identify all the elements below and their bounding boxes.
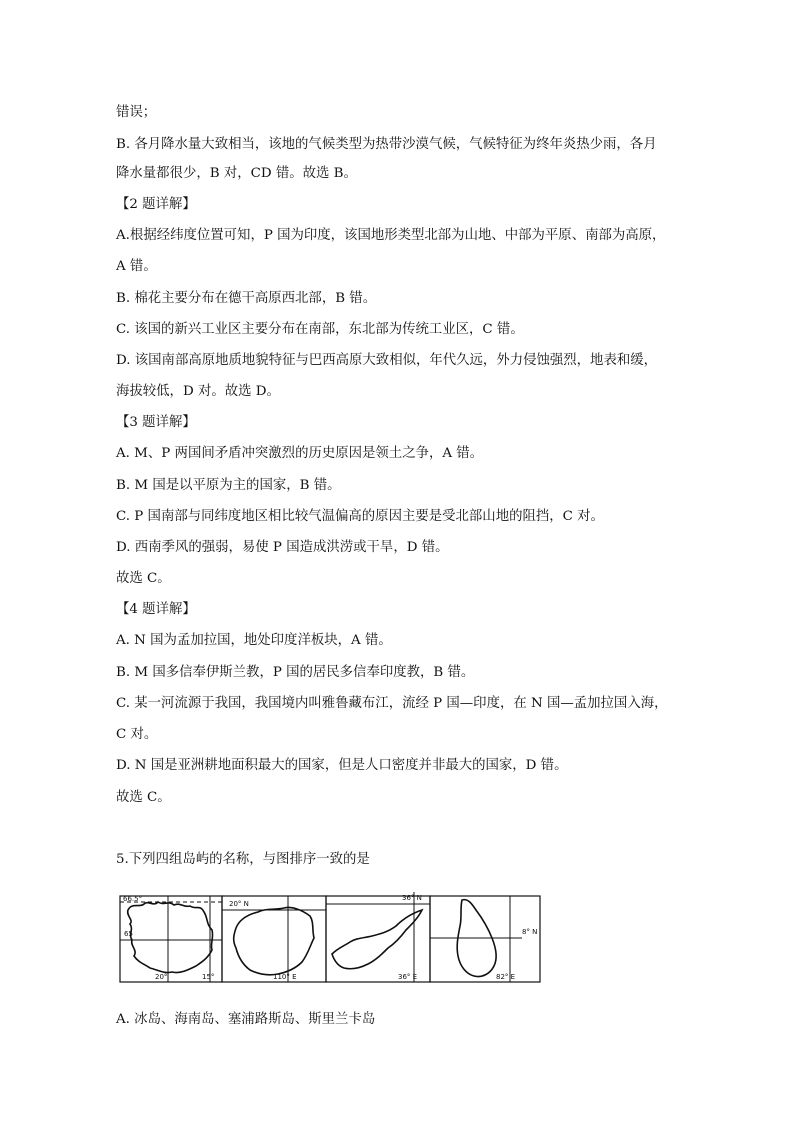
map-panel-iceland [120, 895, 222, 982]
section-heading: 【2 题详解】 [116, 197, 196, 212]
text-line: 故选 C。 [116, 790, 171, 805]
label-36E: 36° E [398, 973, 418, 981]
label-8N: 8° N [522, 928, 538, 936]
text-line: 海拔较低，D 对。故选 D。 [116, 384, 280, 399]
label-36N: 36° N [402, 894, 422, 902]
text-line: D. 西南季风的强弱，易使 P 国造成洪涝或干旱，D 错。 [116, 540, 449, 555]
section-heading: 【4 题详解】 [116, 602, 196, 617]
answer-option-a: A. 冰岛、海南岛、塞浦路斯岛、斯里兰卡岛 [116, 1012, 376, 1027]
text-line: A.根据经纬度位置可知，P 国为印度，该国地形类型北部为山地、中部为平原、南部为高原， [116, 228, 666, 243]
text-line: D. N 国是亚洲耕地面积最大的国家，但是人口密度并非最大的国家，D 错。 [116, 758, 568, 773]
map-panel-hainan [222, 896, 326, 982]
text-line: 错误； [116, 105, 157, 120]
text-line: A. N 国为孟加拉国，地处印度洋板块，A 错。 [116, 633, 392, 648]
label-15: 15° [202, 973, 215, 981]
label-65: 65 [124, 930, 133, 938]
question-stem: 5.下列四组岛屿的名称，与图排序一致的是 [116, 852, 370, 867]
text-line: A. M、P 两国间矛盾冲突激烈的历史原因是领土之争，A 错。 [116, 446, 484, 461]
text-line: A 错。 [116, 259, 157, 274]
label-66.5: 66.5° [123, 895, 143, 903]
text-line: B. 各月降水量大致相当，该地的气候类型为热带沙漠气候，气候特征为终年炎热少雨，各月 [116, 137, 657, 152]
label-20: 20° [155, 973, 168, 981]
text-line: C. 该国的新兴工业区主要分布在南部，东北部为传统工业区，C 错。 [116, 322, 524, 337]
map-panel-cyprus [326, 892, 430, 982]
text-line: C 对。 [116, 727, 158, 742]
text-line: C. 某一河流源于我国，我国境内叫雅鲁藏布江，流经 P 国—印度，在 N 国—孟加拉国入海， [116, 696, 668, 711]
map-panel-sri-lanka [430, 896, 540, 982]
text-line: B. M 国是以平原为主的国家，B 错。 [116, 478, 341, 493]
text-line: C. P 国南部与同纬度地区相比较气温偏高的原因主要是受北部山地的阻挡，C 对。 [116, 509, 604, 524]
text-line: B. M 国多信奉伊斯兰教，P 国的居民多信奉印度教，B 错。 [116, 665, 475, 680]
text-line: D. 该国南部高原地质地貌特征与巴西高原大致相似，年代久远，外力侵蚀强烈，地表和缓， [116, 353, 658, 368]
island-maps-figure [118, 888, 542, 986]
label-20N: 20° N [229, 900, 249, 908]
text-line: 降水量都很少，B 对，CD 错。故选 B。 [116, 166, 357, 181]
text-line: 故选 C。 [116, 571, 171, 586]
text-line: B. 棉花主要分布在德干高原西北部，B 错。 [116, 291, 377, 306]
label-110E: 110° E [273, 973, 297, 981]
label-82E: 82° E [496, 973, 516, 981]
section-heading: 【3 题详解】 [116, 415, 196, 430]
